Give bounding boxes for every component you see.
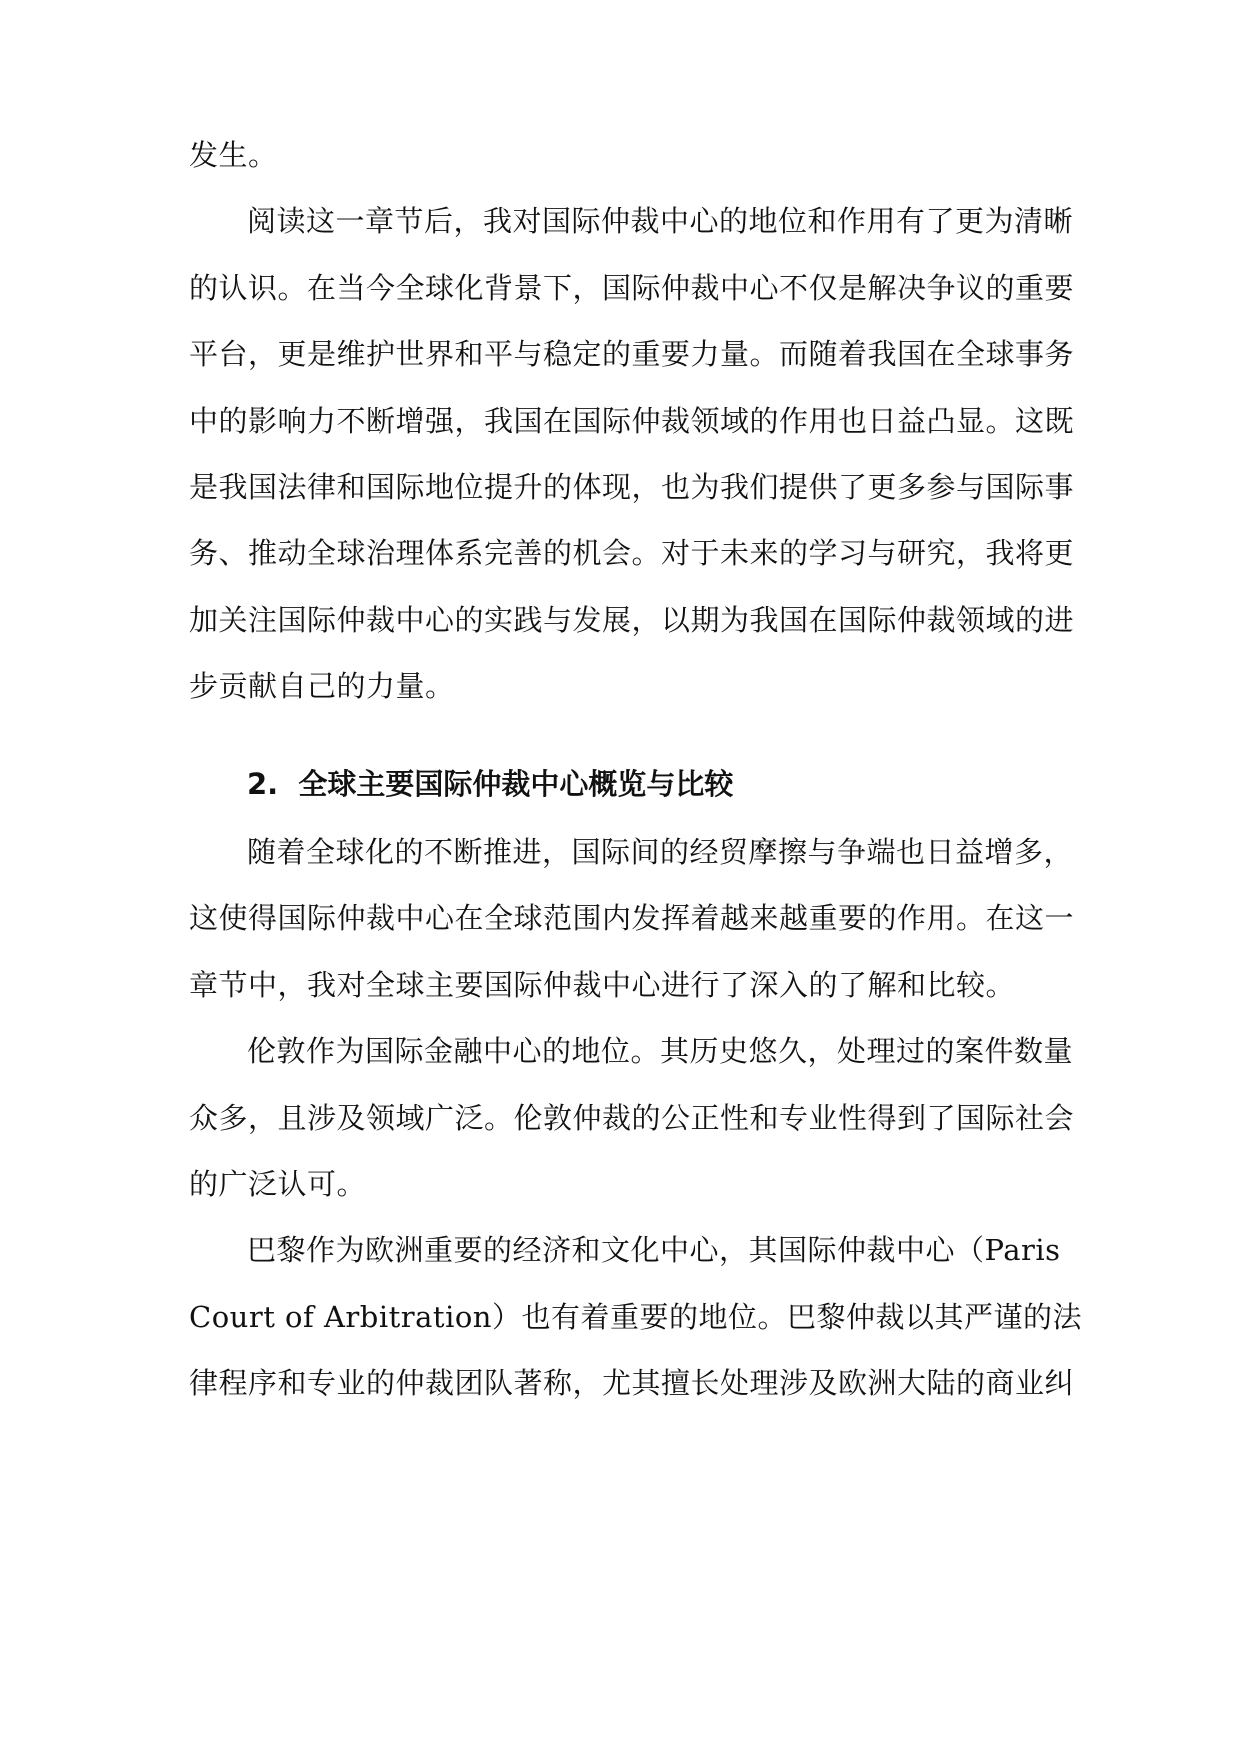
paragraph-line: 的认识。在当今全球化背景下，国际仲裁中心不仅是解决争议的重要 — [189, 271, 1075, 305]
paragraph-line: 加关注国际仲裁中心的实践与发展，以期为我国在国际仲裁领域的进 — [189, 603, 1075, 637]
paragraph-line: 这使得国际仲裁中心在全球范围内发挥着越来越重要的作用。在这一 — [189, 901, 1075, 935]
paragraph-line: 平台，更是维护世界和平与稳定的重要力量。而随着我国在全球事务 — [189, 337, 1075, 371]
paragraph-line: 是我国法律和国际地位提升的体现，也为我们提供了更多参与国际事 — [189, 470, 1075, 504]
paragraph-line: 阅读这一章节后，我对国际仲裁中心的地位和作用有了更为清晰 — [247, 204, 1074, 238]
paragraph-line: 随着全球化的不断推进，国际间的经贸摩擦与争端也日益增多， — [247, 835, 1074, 869]
section-heading: 2. 全球主要国际仲裁中心概览与比较 — [247, 767, 734, 801]
paragraph-line: 务、推动全球治理体系完善的机会。对于未来的学习与研究，我将更 — [189, 536, 1075, 570]
paragraph-line: 步贡献自己的力量。 — [189, 669, 455, 703]
paragraph-line: 巴黎作为欧洲重要的经济和文化中心，其国际仲裁中心（Paris — [247, 1233, 1061, 1267]
paragraph-line: 章节中，我对全球主要国际仲裁中心进行了深入的了解和比较。 — [189, 968, 1016, 1002]
paragraph-line: 发生。 — [189, 138, 278, 172]
paragraph-line: 律程序和专业的仲裁团队著称，尤其擅长处理涉及欧洲大陆的商业纠 — [189, 1366, 1075, 1400]
paragraph-line: Court of Arbitration）也有着重要的地位。巴黎仲裁以其严谨的法 — [189, 1300, 1082, 1334]
paragraph-line: 中的影响力不断增强，我国在国际仲裁领域的作用也日益凸显。这既 — [189, 404, 1075, 438]
paragraph-line: 的广泛认可。 — [189, 1167, 367, 1201]
paragraph-line: 众多，且涉及领域广泛。伦敦仲裁的公正性和专业性得到了国际社会 — [189, 1101, 1075, 1135]
paragraph-line: 伦敦作为国际金融中心的地位。其历史悠久，处理过的案件数量 — [247, 1034, 1074, 1068]
